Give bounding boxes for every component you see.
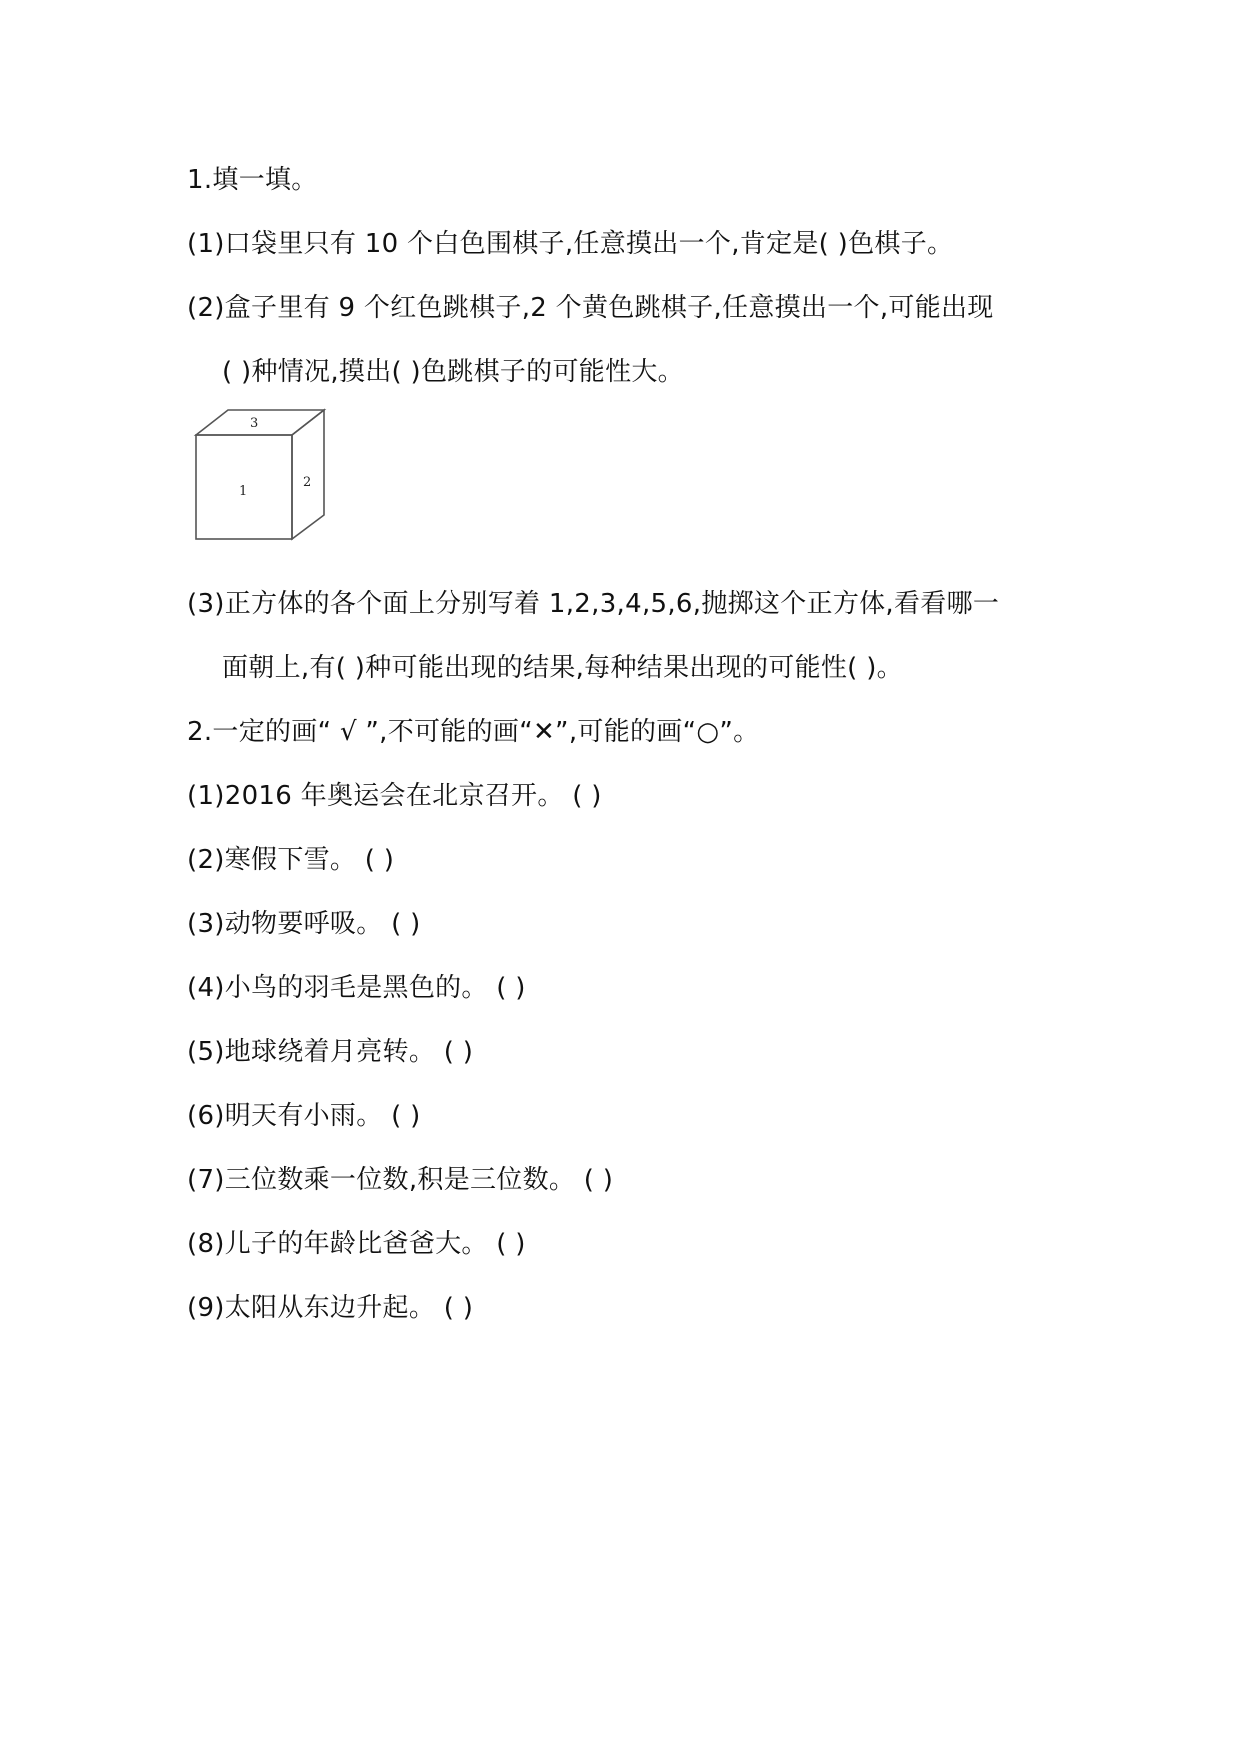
judge-item-1: (1)2016 年奥运会在北京召开。 ( ) bbox=[187, 781, 602, 811]
judge-item-8: (8)儿子的年龄比爸爸大。 ( ) bbox=[187, 1229, 526, 1259]
question-1-2-line2: ( )种情况,摸出( )色跳棋子的可能性大。 bbox=[222, 357, 684, 387]
judge-item-7: (7)三位数乘一位数,积是三位数。 ( ) bbox=[187, 1165, 614, 1195]
judge-item-9: (9)太阳从东边升起。 ( ) bbox=[187, 1293, 474, 1323]
judge-item-6: (6)明天有小雨。 ( ) bbox=[187, 1101, 421, 1131]
judge-item-2: (2)寒假下雪。 ( ) bbox=[187, 845, 395, 875]
cube-top-label: 3 bbox=[250, 416, 259, 431]
question-1-3-line1: (3)正方体的各个面上分别写着 1,2,3,4,5,6,抛掷这个正方体,看看哪一 bbox=[187, 589, 1000, 619]
judge-item-4: (4)小鸟的羽毛是黑色的。 ( ) bbox=[187, 973, 526, 1003]
cube-diagram bbox=[190, 405, 340, 545]
section2-heading: 2.一定的画“ √ ”,不可能的画“✕”,可能的画“○”。 bbox=[187, 717, 760, 747]
question-1-3-line2: 面朝上,有( )种可能出现的结果,每种结果出现的可能性( )。 bbox=[222, 653, 903, 683]
question-1-1: (1)口袋里只有 10 个白色围棋子,任意摸出一个,肯定是( )色棋子。 bbox=[187, 229, 954, 259]
cube-front-label: 1 bbox=[239, 484, 248, 499]
section1-heading: 1.填一填。 bbox=[187, 165, 318, 195]
judge-item-3: (3)动物要呼吸。 ( ) bbox=[187, 909, 421, 939]
judge-item-5: (5)地球绕着月亮转。 ( ) bbox=[187, 1037, 474, 1067]
question-1-2-line1: (2)盒子里有 9 个红色跳棋子,2 个黄色跳棋子,任意摸出一个,可能出现 bbox=[187, 293, 994, 323]
cube-top-face bbox=[196, 410, 324, 435]
cube-side-label: 2 bbox=[303, 475, 312, 490]
